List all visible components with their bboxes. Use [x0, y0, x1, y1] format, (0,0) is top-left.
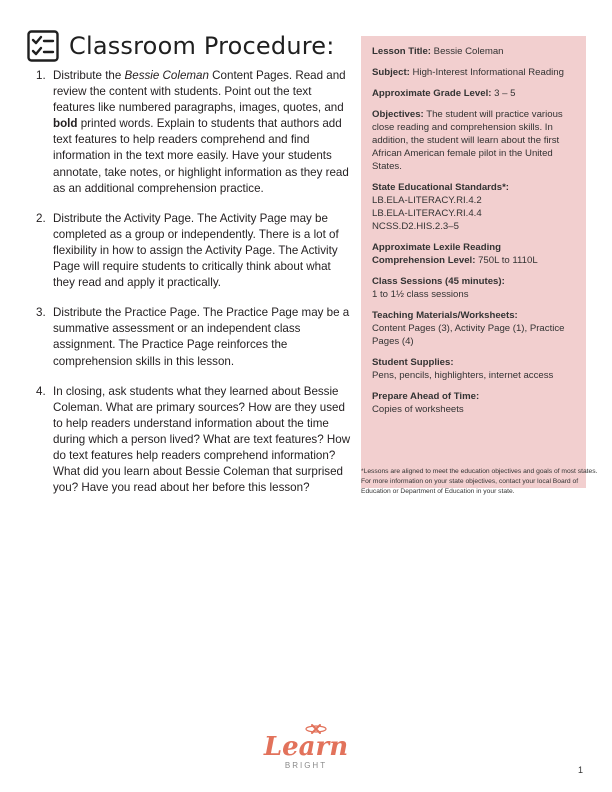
step-number: 4. — [36, 384, 46, 398]
step-text: Distribute the Activity Page. The Activity Page may be completed as a group or independently. There is a lot of flexibility in how to assign the Activity Page. The Activity Page will require students to critically think about what they read and apply it practically. — [53, 211, 339, 290]
standard-line: LB.ELA-LITERACY.RI.4.2 — [372, 195, 482, 206]
page-title: Classroom Procedure: — [69, 32, 335, 60]
step-text: Distribute the Bessie Coleman Content Pages. Read and review the content with students. Point out the text features like numbered paragraphs, images, quotes, and bold printed words. Explain to students that authors add text features to help readers comprehend and find information in the text more easily. Have your students annotate, take notes, or highlight information as they read as an additional comprehension practice. — [53, 69, 349, 195]
prepare-item: Prepare Ahead of Time: Copies of worksheets — [372, 391, 480, 415]
step-number: 3. — [36, 306, 46, 320]
standard-line: LB.ELA-LITERACY.RI.4.4 — [372, 208, 482, 219]
procedure-list — [36, 68, 354, 510]
learn-bright-logo — [254, 722, 358, 772]
standard-line: NCSS.D2.HIS.2.3–5 — [372, 221, 459, 232]
materials-item: Teaching Materials/Worksheets: Content Pages (3), Activity Page (1), Practice Pages (4) — [372, 310, 565, 347]
lesson-title-item: Lesson Title: Bessie Coleman — [372, 46, 504, 57]
step-number: 2. — [36, 211, 46, 225]
standards-footnote: *Lessons are aligned to meet the education objectives and goals of most states. For more information on your state objectives, contact your local Board of Education or Department of Education in your state. — [361, 468, 598, 495]
grade-level-item: Approximate Grade Level: 3 – 5 — [372, 88, 516, 99]
step-number: 1. — [36, 69, 46, 82]
lesson-info-sidebar — [361, 36, 586, 488]
procedure-step-2 — [36, 211, 354, 291]
step-text: Distribute the Practice Page. The Practice Page may be a summative assessment or an independent class assignment. The Practice Page reinforces the comprehension skills in this lesson. — [53, 306, 350, 368]
bold-word: bold — [53, 117, 78, 131]
page-header — [27, 28, 335, 64]
sessions-item: Class Sessions (45 minutes): 1 to 1½ class sessions — [372, 276, 505, 300]
procedure-step-4 — [36, 384, 354, 497]
procedure-step-1 — [36, 68, 354, 197]
procedure-step-3 — [36, 305, 354, 369]
lexile-item: Approximate Lexile Reading Comprehension Level: 750L to 1110L — [372, 242, 538, 266]
logo-subtext: BRIGHT — [284, 761, 328, 770]
checklist-icon — [27, 30, 59, 62]
standards-item: State Educational Standards*: LB.ELA-LITERACY.RI.4.2 LB.ELA-LITERACY.RI.4.4 NCSS.D2.HIS.2.3–5 — [372, 181, 576, 233]
objectives-item: Objectives: The student will practice various close reading and comprehension skills. In addition, the student will learn about the first African American female pilot in the United States. — [372, 109, 563, 172]
supplies-item: Student Supplies: Pens, pencils, highlighters, internet access — [372, 357, 554, 381]
subject-item: Subject: High-Interest Informational Reading — [372, 67, 564, 78]
book-title: Bessie Coleman — [124, 69, 209, 82]
logo-text: Learn — [263, 732, 349, 762]
step-text: In closing, ask students what they learned about Bessie Coleman. What are primary sources? How are they used to help readers understand information about the time during which a person lived? What are text features? How do text features help readers comprehend information? What did you learn about Bessie Coleman that surprised you? Have you read about her before this lesson? — [53, 384, 351, 495]
page-number: 1 — [578, 765, 584, 775]
